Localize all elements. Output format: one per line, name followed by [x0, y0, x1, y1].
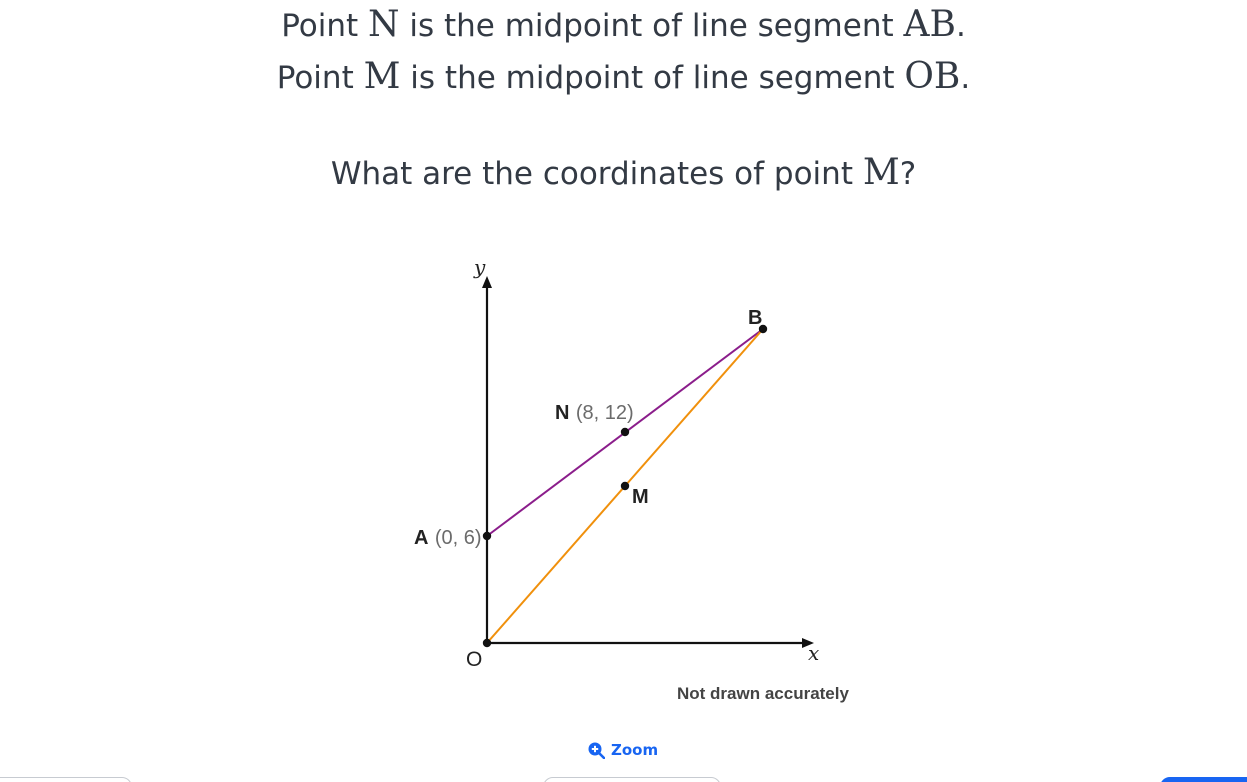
- line1-before: Point: [281, 8, 369, 44]
- point-a-label: [414, 525, 482, 549]
- segment-ab-symbol: AB: [903, 4, 956, 45]
- zoom-in-icon: [588, 742, 605, 759]
- question-prompt: [0, 152, 1247, 193]
- y-axis-label: y: [474, 255, 486, 279]
- bottom-left-button[interactable]: [0, 777, 132, 782]
- point-m-label: M: [632, 486, 649, 508]
- question-line-2: [0, 56, 1247, 97]
- coordinate-diagram: [400, 250, 860, 710]
- point-n-dot: [621, 428, 629, 436]
- point-n-name: N: [555, 402, 570, 424]
- x-axis-label: x: [808, 641, 820, 665]
- point-n-symbol: N: [368, 4, 400, 45]
- not-drawn-accurately-note: Not drawn accurately: [677, 684, 849, 703]
- origin-label: O: [466, 648, 483, 671]
- point-o-dot: [483, 639, 491, 647]
- line1-middle: is the midpoint of line segment: [399, 8, 904, 44]
- point-a-coords: (0, 6): [434, 527, 482, 549]
- bottom-middle-button[interactable]: [543, 777, 721, 782]
- point-a-name: A: [414, 527, 429, 549]
- question-line-1: [0, 4, 1247, 45]
- segment-ob-symbol: OB: [904, 56, 961, 97]
- point-m-symbol: M: [363, 56, 401, 97]
- zoom-button[interactable]: [588, 741, 658, 759]
- line2-before: Point: [276, 60, 364, 96]
- line2-middle: is the midpoint of line segment: [400, 60, 905, 96]
- line2-after: .: [960, 60, 971, 96]
- prompt-before: What are the coordinates of point: [330, 156, 863, 192]
- point-m-dot: [621, 482, 629, 490]
- line1-after: .: [955, 8, 966, 44]
- point-a-dot: [483, 532, 491, 540]
- prompt-point-m-symbol: M: [862, 152, 900, 193]
- bottom-right-button[interactable]: [1160, 777, 1247, 782]
- zoom-label: Zoom: [611, 741, 659, 759]
- point-b-label: B: [748, 307, 763, 329]
- point-n-coords: (8, 12): [575, 402, 634, 424]
- point-n-label: [555, 400, 634, 424]
- prompt-after: ?: [899, 156, 917, 192]
